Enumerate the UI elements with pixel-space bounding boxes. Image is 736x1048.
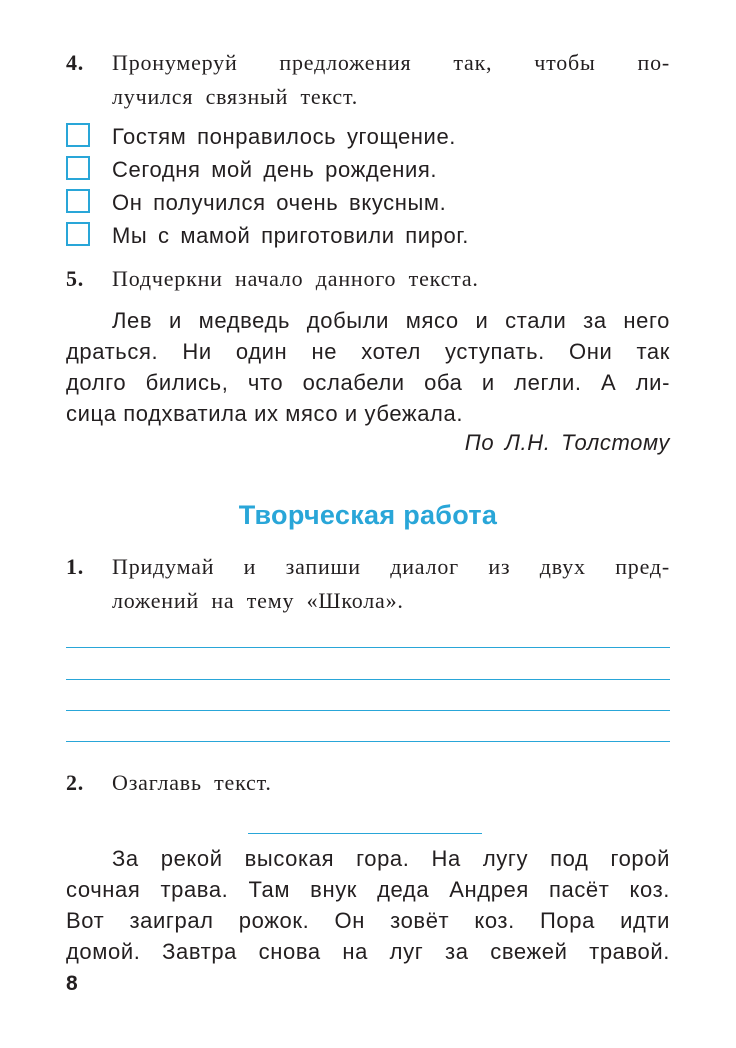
answer-line[interactable] — [66, 647, 670, 648]
sentence-text: Сегодня мой день рождения. — [112, 157, 438, 182]
paragraph-line: домой. Завтра снова на луг за свежей травой. — [66, 939, 670, 964]
number-box[interactable] — [66, 123, 90, 147]
instruction-line: ложений на тему «Школа». — [112, 588, 404, 613]
author-attribution: По Л.Н. Толстому — [464, 430, 670, 455]
task-4 — [66, 46, 670, 114]
task-5 — [66, 262, 670, 296]
story-paragraph[interactable] — [66, 305, 670, 429]
answer-line[interactable] — [66, 679, 670, 680]
story-paragraph-2 — [66, 843, 670, 967]
paragraph-line: сочная трава. Там внук деда Андрея пасёт коз. — [66, 877, 670, 902]
task-number: 5. — [66, 266, 85, 291]
paragraph-line: сица подхватила их мясо и убежала. — [66, 401, 464, 426]
title-answer-line[interactable] — [248, 833, 482, 834]
paragraph-line: Лев и медведь добыли мясо и стали за него — [112, 308, 670, 333]
creative-task-2 — [66, 766, 670, 800]
instruction-line: лучился связный текст. — [112, 84, 359, 109]
number-box[interactable] — [66, 156, 90, 180]
paragraph-line: Вот заиграл рожок. Он зовёт коз. Пора идти — [66, 908, 670, 933]
paragraph-line: За рекой высокая гора. На лугу под горой — [112, 846, 670, 871]
task-instruction — [112, 46, 670, 114]
section-title: Творческая работа — [238, 500, 498, 530]
task-instruction: Подчеркни начало данного текста. — [112, 266, 479, 291]
instruction-line: Пронумеруй предложения так, чтобы по- — [112, 50, 670, 75]
paragraph-line: долго бились, что ослабели оба и легли. А ли- — [66, 370, 670, 395]
task-number: 1. — [66, 554, 85, 579]
instruction-line: Придумай и запиши диалог из двух пред- — [112, 554, 670, 579]
sentence-text: Мы с мамой приготовили пирог. — [112, 223, 470, 248]
number-box[interactable] — [66, 189, 90, 213]
sentence-text: Гостям понравилось угощение. — [112, 124, 456, 149]
creative-task-1 — [66, 550, 670, 618]
page-number: 8 — [66, 972, 78, 995]
task-instruction: Озаглавь текст. — [112, 770, 272, 795]
answer-line[interactable] — [66, 741, 670, 742]
task-number: 4. — [66, 50, 85, 75]
sentence-text: Он получился очень вкусным. — [112, 190, 447, 215]
task-instruction — [112, 550, 670, 618]
answer-line[interactable] — [66, 710, 670, 711]
paragraph-line: драться. Ни один не хотел уступать. Они так — [66, 339, 670, 364]
task-number: 2. — [66, 770, 85, 795]
number-box[interactable] — [66, 222, 90, 246]
